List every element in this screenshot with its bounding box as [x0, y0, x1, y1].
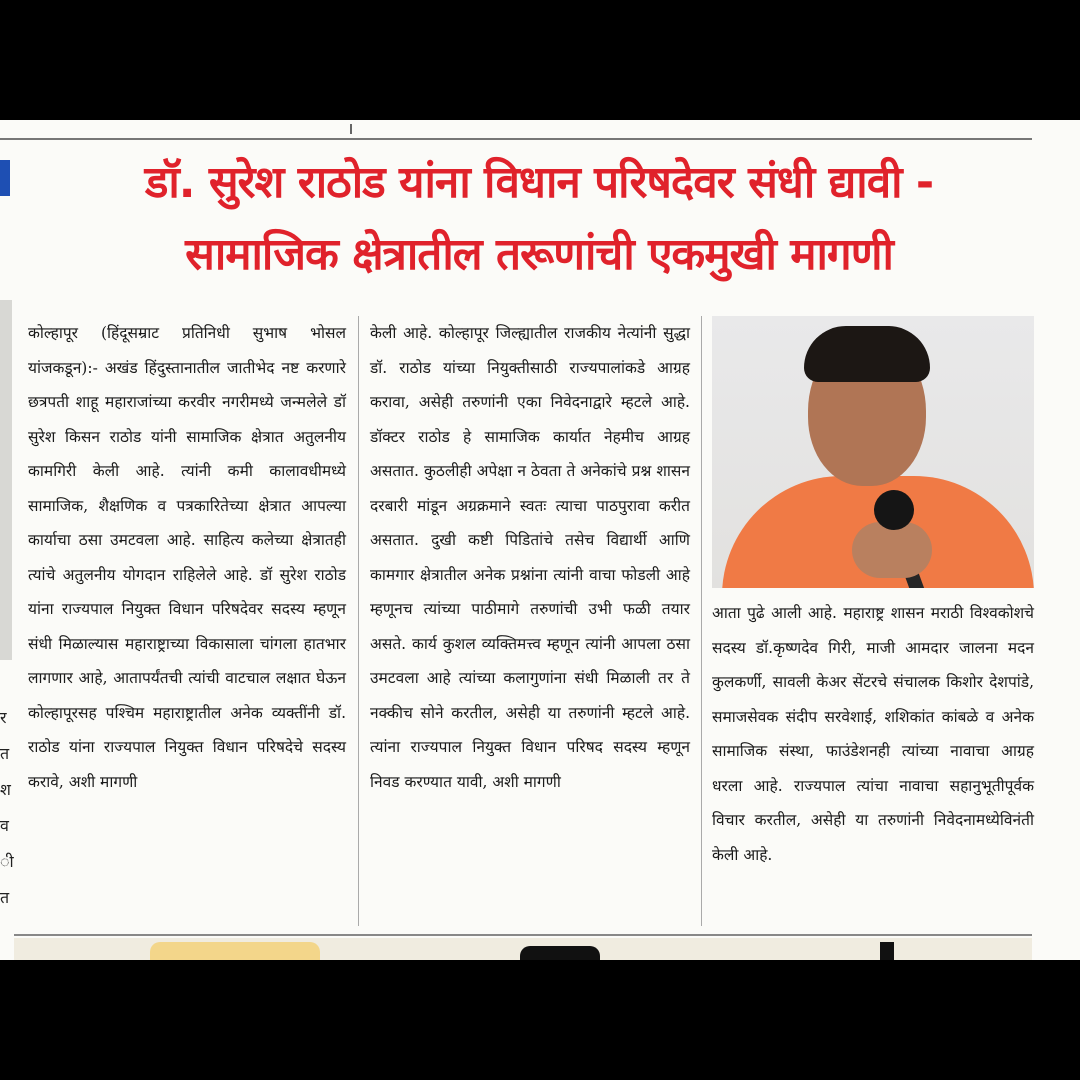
column-divider [701, 316, 702, 926]
section-marker [0, 160, 10, 196]
strip-glyph: ी [0, 852, 14, 871]
newspaper-page [0, 120, 1080, 960]
strip-glyph: त [0, 744, 10, 763]
strip-glyph: त [0, 888, 10, 907]
article-column-3: आता पुढे आली आहे. महाराष्ट्र शासन मराठी विश्वकोशचे सदस्य डॉ.कृष्णदेव गिरी, माजी आमदार जालना मदन कुलकर्णी, सावली केअर सेंटरचे संचालक किशोर देशपांडे, समाजसेवक संदीप सरवेशाई, शशिकांत कांबळे व अनेक सामाजिक संस्था, फाउंडेशनही त्यांच्या नावाचा आग्रह धरला आहे. राज्यपाल त्यांचा नावाचा सहानुभूतीपूर्वक विचार करतील, असेही या तरुणांनी निवेदनामध्येविनंती केली आहे. [712, 604, 1034, 864]
photo-hand [852, 522, 932, 578]
article-column-2: केली आहे. कोल्हापूर जिल्ह्यातील राजकीय नेत्यांनी सुद्धा डॉ. राठोड यांच्या नियुक्तीसाठी राज्यपालांकडे आग्रह करावा, असेही तरुणांनी एका निवेदनाद्वारे म्हटले आहे. डॉक्टर राठोड हे सामाजिक कार्यात नेहमीच आग्रह असतात. कुठलीही अपेक्षा न ठेवता ते अनेकांचे प्रश्न शासन दरबारी मांडून अग्रक्रमाने स्वतः त्याचा पाठपुरावा करीत असतात. दुखी कष्टी पिडितांचे तसेच विद्यार्थी आणि कामगार क्षेत्रातील अनेक प्रश्नांना त्यांनी वाचा फोडली आहे म्हणूनच त्यांच्या पाठीमागे तरुणांची उभी फळी तयार असते. कार्य कुशल व्यक्तिमत्त्व म्हणून त्यांनी आपला ठसा उमटवला आहे त्यांच्या कलागुणांना संधी मिळाली तर ते नक्कीच सोने करतील, असेही या तरुणांनी म्हटले आहे. त्यांना राज्यपाल नियुक्त विधान परिषद सदस्य म्हणून निवड करण्यात यावी, अशी मागणी [370, 324, 690, 791]
photo-hair [804, 326, 930, 382]
next-article-heading-fragment [520, 946, 600, 960]
headline-line-2: सामाजिक क्षेत्रातील तरूणांची एकमुखी मागणी [185, 229, 893, 280]
bottom-rule [14, 934, 1032, 936]
top-rule [0, 138, 1032, 140]
headline-line-1: डॉ. सुरेश राठोड यांना विधान परिषदेवर संधी द्यावी - [144, 157, 934, 208]
strip-glyph: श [0, 780, 11, 799]
next-article-image [150, 942, 320, 960]
column-divider [358, 316, 359, 926]
microphone-icon [874, 490, 914, 530]
adjacent-column-text [0, 700, 14, 916]
article-column-1: कोल्हापूर (हिंदूसम्राट प्रतिनिधी सुभाष भोसल यांजकडून):- अखंड हिंदुस्तानातील जातीभेद नष्ट करणारे छत्रपती शाहू महाराजांच्या करवीर नगरीमध्ये जन्मलेले डॉ सुरेश किसन राठोड यांनी सामाजिक क्षेत्रात अतुलनीय कामगिरी केली आहे. त्यांनी कमी कालावधीमध्ये सामाजिक, शैक्षणिक व पत्रकारितेच्या क्षेत्रात आपल्या कार्याचा ठसा उमटवला आहे. साहित्य कलेच्या क्षेत्रातही त्यांचे अतुलनीय योगदान राहिलेले आहे. डॉ सुरेश राठोड यांना राज्यपाल नियुक्त विधान परिषदेवर सदस्य म्हणून संधी मिळाल्यास महाराष्ट्राच्या विकासाला चांगला हातभार लागणार आहे, आतापर्यंतची त्यांची वाटचाल लक्षात घेऊन कोल्हापूरसह पश्चिम महाराष्ट्रातील अनेक व्यक्तींनी डॉ. राठोड यांना राज्यपाल नियुक्त विधान परिषदेचे सदस्य करावे, अशी मागणी [28, 324, 346, 791]
next-article-heading-fragment [880, 942, 894, 960]
fold-tick [350, 124, 352, 134]
speaker-photo [712, 316, 1034, 588]
adjacent-column-image [0, 300, 12, 660]
strip-glyph: र [0, 708, 7, 727]
strip-glyph: व [0, 816, 9, 835]
